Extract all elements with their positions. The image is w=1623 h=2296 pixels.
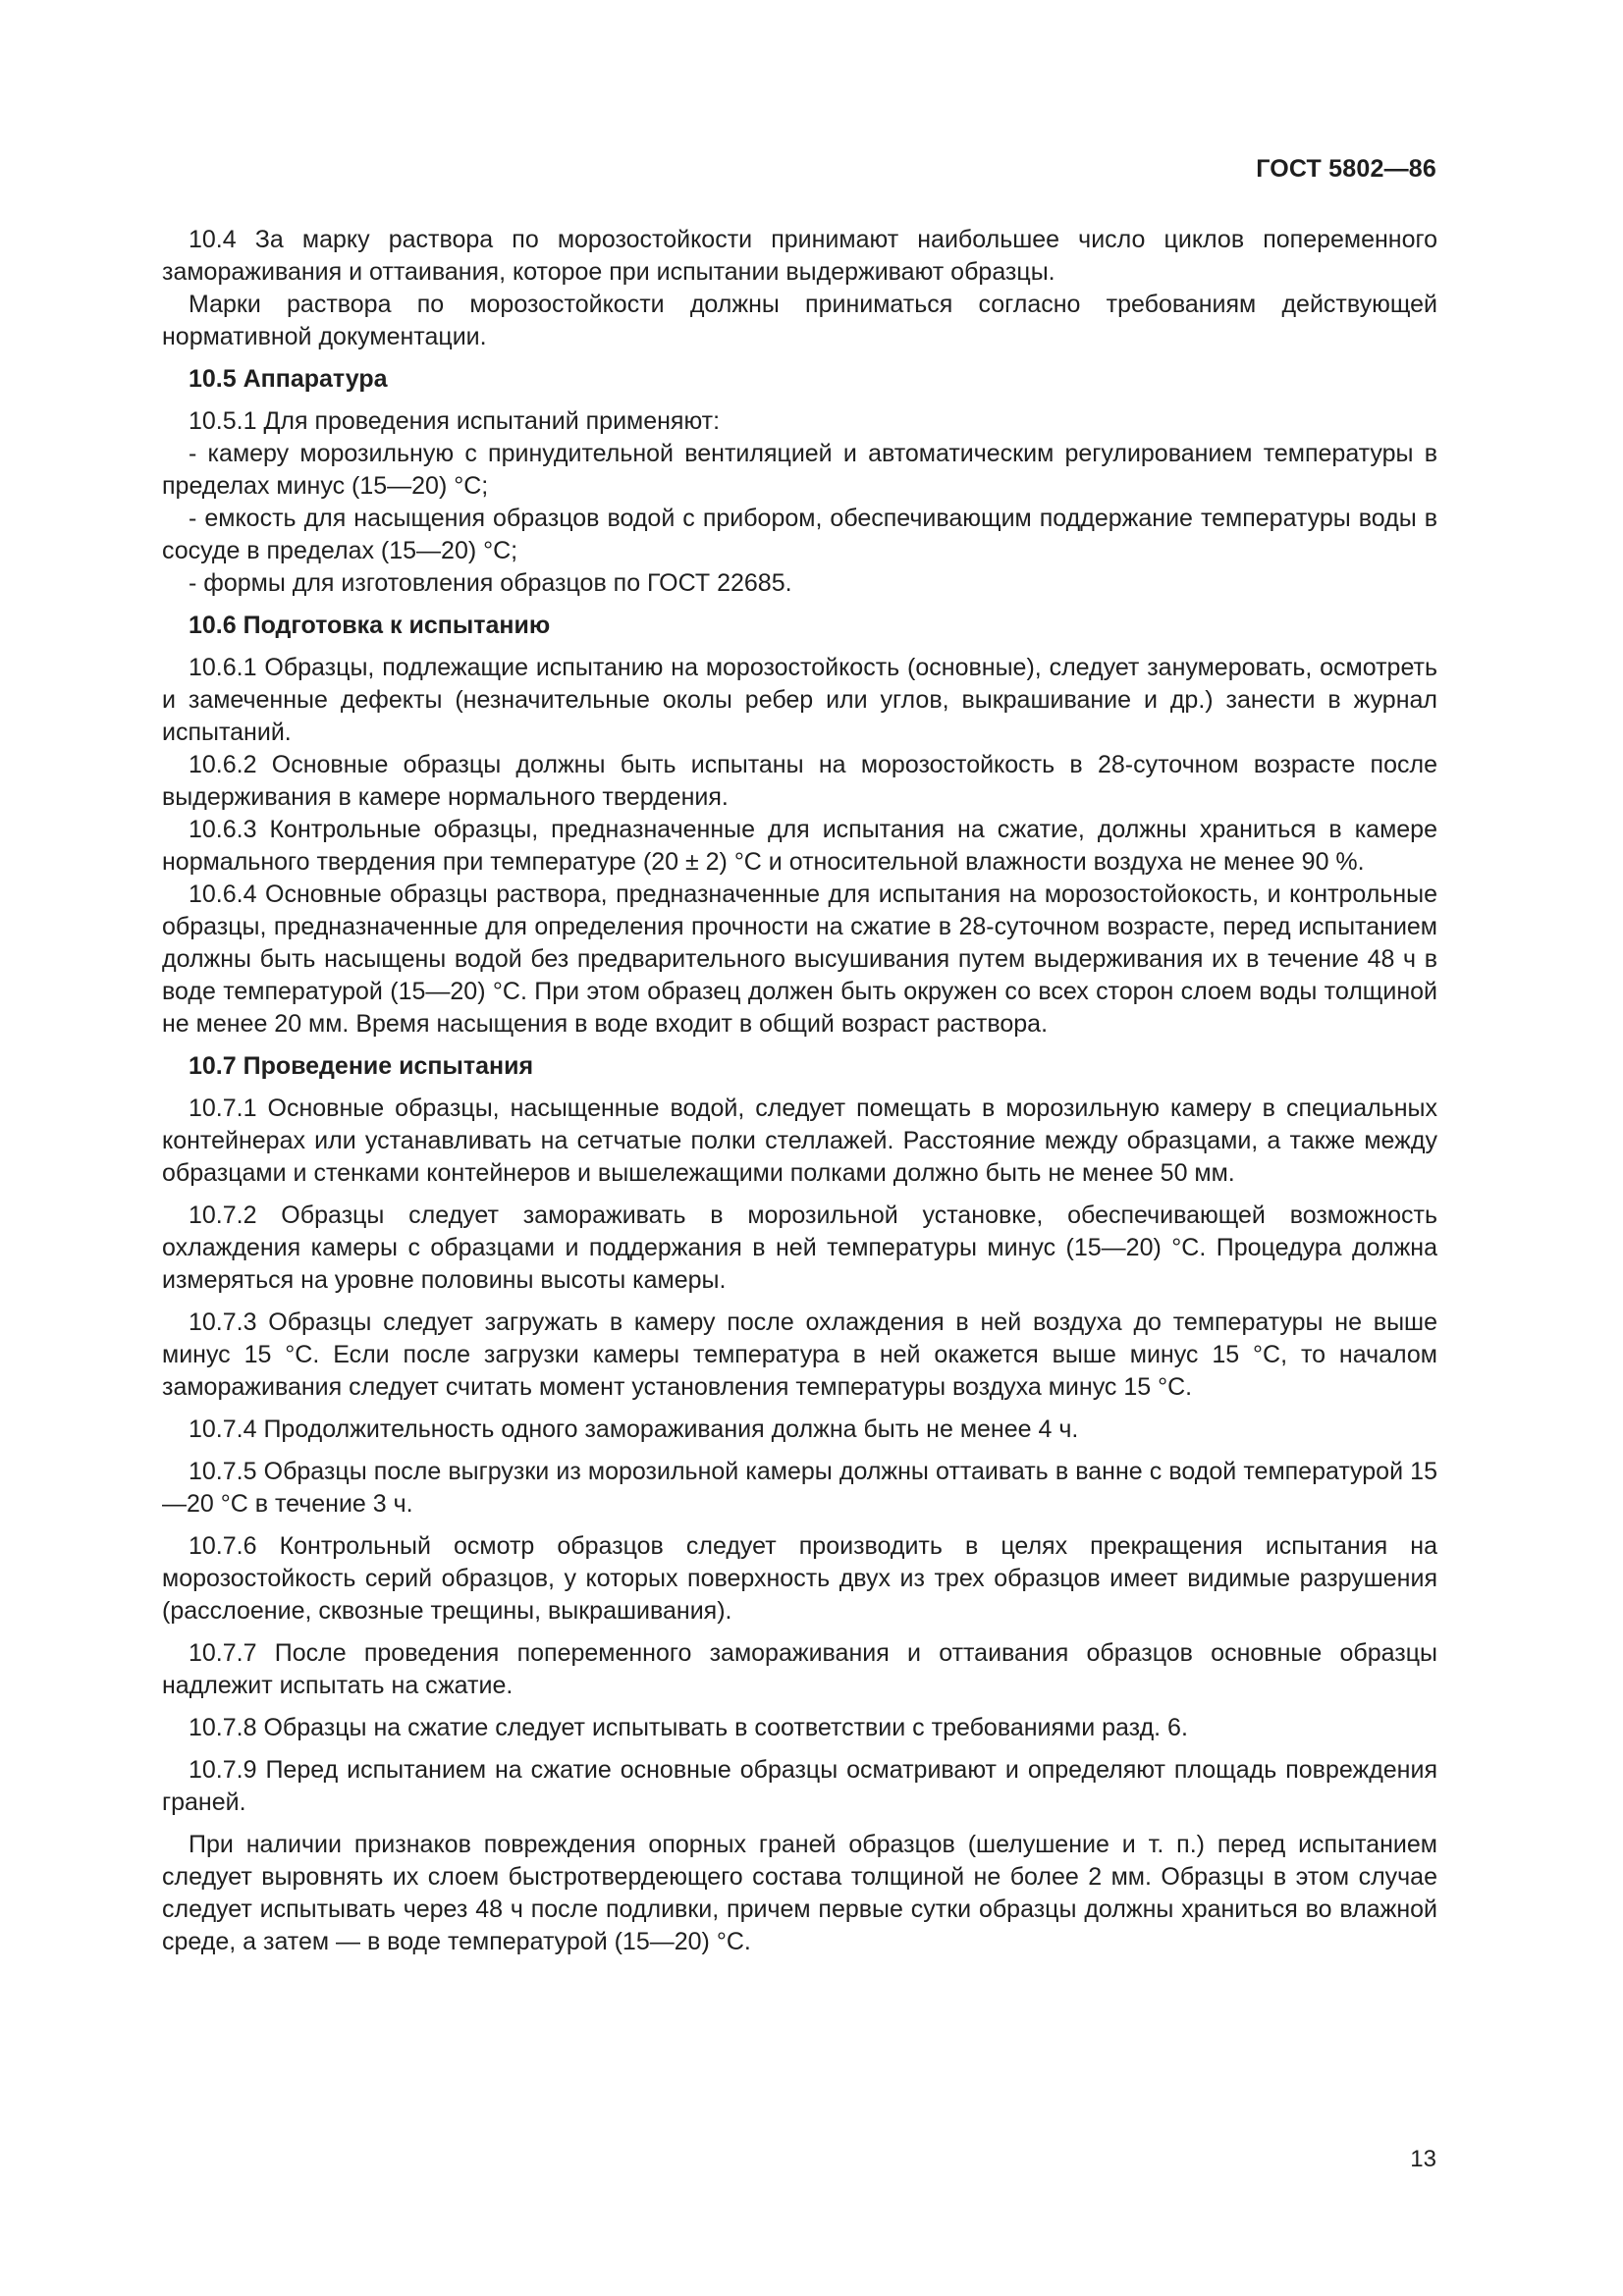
- paragraph-10-7-9: 10.7.9 Перед испытанием на сжатие основные образцы осматривают и определяют площадь повреждения граней.: [162, 1756, 1437, 1816]
- paragraph-10-4: 10.4 За марку раствора по морозостойкости принимают наибольшее число циклов попеременного замораживания и оттаивания, которое при испытании выдерживают образцы.: [162, 226, 1437, 286]
- paragraph-10-7-3: 10.7.3 Образцы следует загружать в камеру после охлаждения в ней воздуха до температуры не выше минус 15 °С. Если после загрузки камеры температура в ней окажется выше минус 15 °С, то началом замораживания следует считать момент установления температуры воздуха минус 15 °С.: [162, 1308, 1437, 1401]
- paragraph-10-5-1: 10.5.1 Для проведения испытаний применяют:: [189, 407, 721, 435]
- paragraph-10-6-2: 10.6.2 Основные образцы должны быть испытаны на морозостойкость в 28-суточном возрасте после выдерживания в камере нормального твердения.: [162, 751, 1437, 811]
- document-body: [162, 224, 1437, 1958]
- paragraph-damaged-faces: При наличии признаков повреждения опорных граней образцов (шелушение и т. п.) перед испытанием следует выровнять их слоем быстротвердеющего состава толщиной не более 2 мм. Образцы в этом случае следует испытывать через 48 ч после подливки, причем первые сутки образцы должны храниться во влажной среде, а затем — в воде температурой (15—20) °С.: [162, 1831, 1437, 1955]
- list-item-saturation-vessel: - емкость для насыщения образцов водой с прибором, обеспечивающим поддержание температуры воды в сосуде в пределах (15—20) °С;: [162, 505, 1437, 564]
- section-heading-10-5: 10.5 Аппаратура: [189, 365, 388, 393]
- paragraph-10-7-8: 10.7.8 Образцы на сжатие следует испытывать в соответствии с требованиями разд. 6.: [189, 1714, 1188, 1741]
- document-code: ГОСТ 5802—86: [1256, 155, 1436, 183]
- paragraph-10-7-2: 10.7.2 Образцы следует замораживать в морозильной установке, обеспечивающей возможность охлаждения камеры с образцами и поддержания в ней температуры минус (15—20) °С. Процедура должна измеряться на уровне половины высоты камеры.: [162, 1201, 1437, 1294]
- paragraph-10-4-frost-grades: Марки раствора по морозостойкости должны приниматься согласно требованиям действующей нормативной документации.: [162, 291, 1437, 350]
- paragraph-10-7-1: 10.7.1 Основные образцы, насыщенные водой, следует помещать в морозильную камеру в специальных контейнерах или устанавливать на сетчатые полки стеллажей. Расстояние между образцами, а также между образцами и стенками контейнеров и вышележащими полками должно быть не менее 50 мм.: [162, 1095, 1437, 1187]
- paragraph-10-7-7: 10.7.7 После проведения попеременного замораживания и оттаивания образцов основные образцы надлежит испытать на сжатие.: [162, 1639, 1437, 1699]
- section-heading-10-7: 10.7 Проведение испытания: [189, 1052, 534, 1080]
- section-heading-10-6: 10.6 Подготовка к испытанию: [189, 612, 551, 639]
- paragraph-10-7-4: 10.7.4 Продолжительность одного замораживания должна быть не менее 4 ч.: [189, 1415, 1079, 1443]
- paragraph-10-7-6: 10.7.6 Контрольный осмотр образцов следует производить в целях прекращения испытания на морозостойкость серий образцов, у которых поверхность двух из трех образцов имеет видимые разрушения (расслоение, сквозные трещины, выкрашивания).: [162, 1532, 1437, 1625]
- list-item-sample-molds: - формы для изготовления образцов по ГОСТ 22685.: [189, 569, 792, 597]
- paragraph-10-7-5: 10.7.5 Образцы после выгрузки из морозильной камеры должны оттаивать в ванне с водой температурой 15—20 °С в течение 3 ч.: [162, 1458, 1437, 1518]
- list-item-freezer-chamber: - камеру морозильную с принудительной вентиляцией и автоматическим регулированием температуры в пределах минус (15—20) °С;: [162, 440, 1437, 500]
- paragraph-10-6-3: 10.6.3 Контрольные образцы, предназначенные для испытания на сжатие, должны храниться в камере нормального твердения при температуре (20 ± 2) °С и относительной влажности воздуха не менее 90 %.: [162, 816, 1437, 876]
- paragraph-10-6-4: 10.6.4 Основные образцы раствора, предназначенные для испытания на морозостойокость, и контрольные образцы, предназначенные для определения прочности на сжатие в 28-суточном возрасте, перед испытанием должны быть насыщены водой без предварительного высушивания путем выдерживания их в течение 48 ч в воде температурой (15—20) °С. При этом образец должен быть окружен со всех сторон слоем воды толщиной не менее 20 мм. Время насыщения в воде входит в общий возраст раствора.: [162, 881, 1437, 1038]
- page-number: 13: [1410, 2146, 1436, 2172]
- paragraph-10-6-1: 10.6.1 Образцы, подлежащие испытанию на морозостойкость (основные), следует занумеровать, осмотреть и замеченные дефекты (незначительные околы ребер или углов, выкрашивание и др.) занести в журнал испытаний.: [162, 654, 1437, 746]
